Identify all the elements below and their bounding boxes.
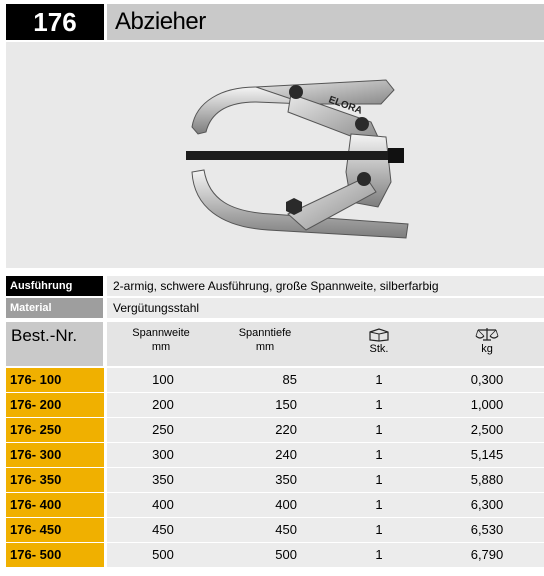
cell-best-nr: 176- 250 <box>6 418 104 442</box>
cell-kg: 6,300 <box>470 497 504 512</box>
cell-best-nr: 176- 400 <box>6 493 104 517</box>
cell-spanntiefe: 500 <box>275 547 297 562</box>
cell-best-nr: 176- 500 <box>6 543 104 567</box>
col-best-nr: Best.-Nr. <box>6 322 103 366</box>
cell-spannweite: 100 <box>152 372 174 387</box>
cell-spanntiefe: 240 <box>275 447 297 462</box>
table-header <box>6 322 544 366</box>
attribute-ausfuehrung <box>6 276 544 296</box>
cell-spannweite: 350 <box>152 472 174 487</box>
col-kg: kg <box>467 326 507 356</box>
cell-stk: 1 <box>375 447 383 462</box>
table-row <box>6 543 544 567</box>
cell-spannweite: 400 <box>152 497 174 512</box>
cell-stk: 1 <box>375 547 383 562</box>
cell-stk: 1 <box>375 422 383 437</box>
attribute-value: 2-armig, schwere Ausführung, große Spannweite, silberfarbig <box>107 276 544 296</box>
attribute-key: Material <box>6 298 103 318</box>
cell-spannweite: 200 <box>152 397 174 412</box>
attribute-material <box>6 298 544 318</box>
cell-spannweite: 500 <box>152 547 174 562</box>
box-icon <box>368 326 390 342</box>
cell-kg: 5,880 <box>470 472 504 487</box>
table-row <box>6 468 544 492</box>
cell-kg: 5,145 <box>470 447 504 462</box>
cell-best-nr: 176- 300 <box>6 443 104 467</box>
puller-illustration <box>6 42 544 268</box>
cell-stk: 1 <box>375 522 383 537</box>
cell-spanntiefe: 150 <box>275 397 297 412</box>
cell-spanntiefe: 350 <box>275 472 297 487</box>
table-row <box>6 518 544 542</box>
col-stk: Stk. <box>359 326 399 356</box>
cell-best-nr: 176- 450 <box>6 518 104 542</box>
cell-kg: 1,000 <box>470 397 504 412</box>
col-spanntiefe: Spanntiefe mm <box>238 327 292 353</box>
product-image <box>6 42 544 268</box>
cell-stk: 1 <box>375 497 383 512</box>
page-title: Abzieher <box>107 4 544 40</box>
header <box>6 4 544 40</box>
cell-spannweite: 450 <box>152 522 174 537</box>
attribute-key: Ausführung <box>6 276 103 296</box>
cell-spannweite: 250 <box>152 422 174 437</box>
cell-best-nr: 176- 200 <box>6 393 104 417</box>
col-spannweite: Spannweite mm <box>132 327 190 353</box>
cell-spanntiefe: 220 <box>275 422 297 437</box>
cell-best-nr: 176- 100 <box>6 368 104 392</box>
cell-best-nr: 176- 350 <box>6 468 104 492</box>
cell-kg: 6,790 <box>470 547 504 562</box>
table-row <box>6 368 544 392</box>
table-row <box>6 418 544 442</box>
table-row <box>6 493 544 517</box>
cell-stk: 1 <box>375 472 383 487</box>
cell-kg: 0,300 <box>470 372 504 387</box>
cell-stk: 1 <box>375 397 383 412</box>
attribute-value: Vergütungsstahl <box>107 298 544 318</box>
cell-spanntiefe: 85 <box>282 372 297 387</box>
cell-stk: 1 <box>375 372 383 387</box>
cell-spanntiefe: 400 <box>275 497 297 512</box>
table-row <box>6 443 544 467</box>
scale-icon <box>475 326 499 342</box>
product-code: 176 <box>6 4 104 40</box>
cell-spanntiefe: 450 <box>275 522 297 537</box>
brand-logo: ELORA <box>326 94 364 117</box>
cell-kg: 2,500 <box>470 422 504 437</box>
cell-spannweite: 300 <box>152 447 174 462</box>
table-row <box>6 393 544 417</box>
cell-kg: 6,530 <box>470 522 504 537</box>
